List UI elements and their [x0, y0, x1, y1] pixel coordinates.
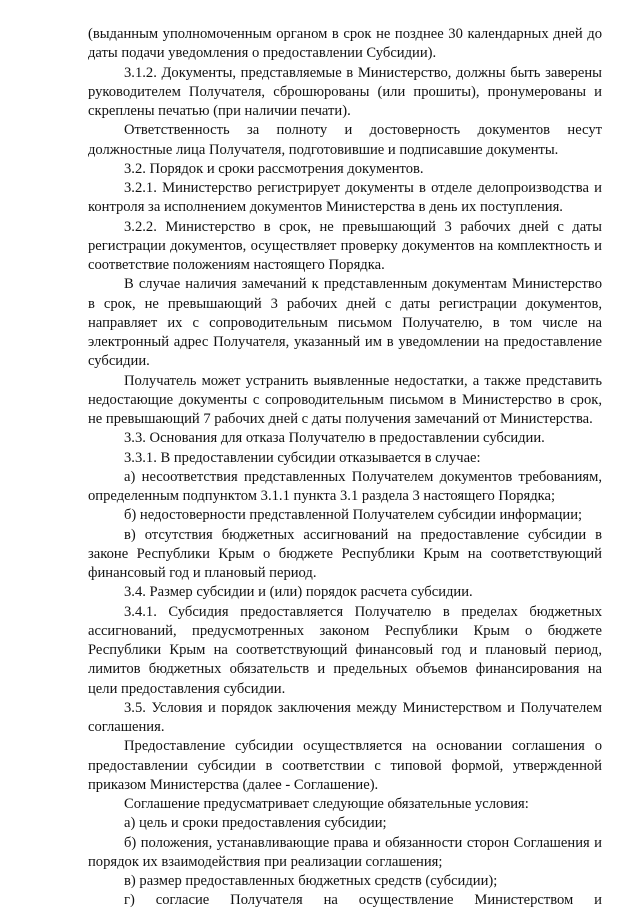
document-page: [88, 25, 602, 911]
list-item-v: в) отсутствия бюджетных ассигнований на предоставление субсидии в законе Республики Крым о бюджете Республики Крым на соответствующий финансовый год и плановый период.: [88, 526, 602, 581]
paragraph-agreement-basis: Предоставление субсидии осуществляется на основании соглашения о предоставлении субсидии в соответствии с типовой формой, утвержденной приказом Министерства (далее - Соглашение).: [88, 738, 602, 793]
paragraph-agreement-conditions: Соглашение предусматривает следующие обязательные условия:: [124, 796, 529, 812]
section-heading-3-2: 3.2. Порядок и сроки рассмотрения документов.: [124, 160, 424, 177]
list-item-a: а) несоответствия представленных Получателем документов требованиям, определенным подпунктом 3.1.1 пункта 3.1 раздела 3 настоящего Порядка;: [88, 468, 602, 504]
section-heading-3-5: 3.5. Условия и порядок заключения между Министерством и Получателем соглашения.: [88, 699, 602, 735]
section-heading-3-4: 3.4. Размер субсидии и (или) порядок расчета субсидии.: [124, 584, 473, 601]
condition-item-a: а) цель и сроки предоставления субсидии;: [124, 815, 387, 832]
paragraph-3-3-1: 3.3.1. В предоставлении субсидии отказывается в случае:: [124, 449, 481, 466]
paragraph-remarks: В случае наличия замечаний к представленным документам Министерство в срок, не превышающий 3 рабочих дней с даты регистрации документов, направляет их с сопроводительным письмом Получателю, в том числе на электронный адрес Получателя, указанный им в уведомлении на предоставление субсидии.: [88, 276, 602, 370]
list-item-b: б) недостоверности представленной Получателем субсидии информации;: [124, 507, 583, 524]
paragraph-3-4-1: 3.4.1. Субсидия предоставляется Получателю в пределах бюджетных ассигнований, предусмотренных законом Республики Крым о бюджете Республики Крым на соответствующий финансовый год и плановый период, лимитов бюджетных обязательств и предельных объемов финансирования на цели предоставления субсидии.: [88, 603, 602, 697]
condition-item-v: в) размер предоставленных бюджетных средств (субсидии);: [124, 873, 498, 889]
paragraph-responsibility: Ответственность за полноту и достоверность документов несут должностные лица Получателя, подготовившие и подписавшие документы.: [88, 122, 602, 158]
paragraph-continuation: (выданным уполномоченным органом в срок не позднее 30 календарных дней до даты подачи уведомления о предоставлении Субсидии).: [88, 26, 602, 62]
section-heading-3-3: 3.3. Основания для отказа Получателю в предоставлении субсидии.: [124, 430, 545, 447]
paragraph-3-2-1: 3.2.1. Министерство регистрирует документы в отделе делопроизводства и контроля за исполнением документов Министерства в день их поступления.: [88, 180, 602, 216]
paragraph-3-1-2: 3.1.2. Документы, представляемые в Министерство, должны быть заверены руководителем Получателя, сброшюрованы (или прошиты), пронумерованы и скреплены печатью (при наличии печати).: [88, 64, 602, 119]
condition-item-b: б) положения, устанавливающие права и обязанности сторон Соглашения и порядок их взаимодействия при реализации соглашения;: [88, 834, 602, 870]
paragraph-3-2-2: 3.2.2. Министерство в срок, не превышающий 3 рабочих дней с даты регистрации документов, осуществляет проверку документов на комплектность и соответствие положениям настоящего Порядка.: [88, 218, 602, 273]
paragraph-recipient-fix: Получатель может устранить выявленные недостатки, а также представить недостающие документы с сопроводительным письмом в Министерство в срок, не превышающий 7 рабочих дней с даты получения замечаний от Министерства.: [88, 372, 602, 427]
condition-item-g: г) согласие Получателя на осуществление Министерством и: [124, 892, 602, 909]
